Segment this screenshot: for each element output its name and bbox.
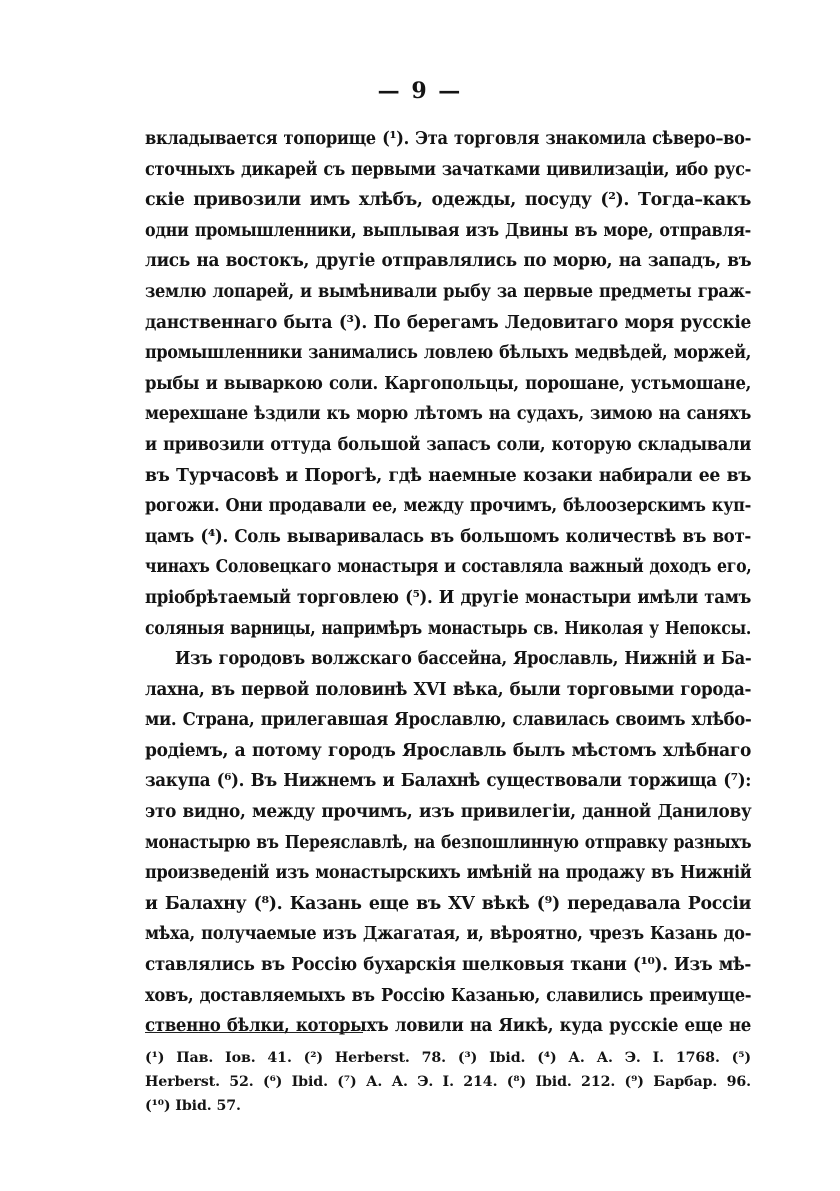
paragraph-first-line: Изъ городовъ волжскаго бассейна, Ярославль, Нижній и Ба- <box>175 649 752 670</box>
body-text <box>145 124 751 1042</box>
text-line: цамъ (⁴). Соль вываривалась въ большомъ количествѣ въ вот- <box>145 526 751 547</box>
text-line: и привозили оттуда большой запасъ соли, которую складывали <box>145 434 751 455</box>
text-line: и Балахну (⁸). Казань еще въ XV вѣкѣ (⁹) передавала Россіи <box>145 893 751 914</box>
text-line: произведеній изъ монастырскихъ имѣній на продажу въ Нижній <box>145 863 752 884</box>
text-line: промышленники занимались ловлею бѣлыхъ медвѣдей, моржей, <box>145 343 751 364</box>
text-line: вкладывается топорище (¹). Эта торговля знакомила сѣверо–во- <box>145 129 751 149</box>
text-line: пріобрѣтаемый торговлею (⁵). И другіе монастыри имѣли тамъ <box>145 587 751 608</box>
footnotes <box>145 1046 751 1118</box>
text-line: чинахъ Соловецкаго монастыря и составляла важный доходъ его, <box>145 557 752 578</box>
text-line: лахна, въ первой половинѣ XVI вѣка, были торговыми города- <box>145 679 752 700</box>
text-line: сточныхъ дикарей съ первыми зачатками цивилизаціи, ибо рус- <box>145 159 751 180</box>
text-line: данственнаго быта (³). По берегамъ Ледовитаго моря русскіе <box>145 312 751 333</box>
footnote-line: Herberst. 52. (⁶) Ibid. (⁷) А. А. Э. I. 214. (⁸) Ibid. 212. (⁹) Барбар. 96. <box>145 1074 751 1090</box>
text-line: рогожи. Они продавали ее, между прочимъ, бѣлоозерскимъ куп- <box>145 496 751 517</box>
text-line: монастырю въ Переяславлѣ, на безпошлинную отправку разныхъ <box>145 832 752 853</box>
text-line: родіемъ, а потому городъ Ярославль былъ мѣстомъ хлѣбнаго <box>145 740 751 761</box>
text-line: ственно бѣлки, которыхъ ловили на Яикѣ, куда русскіе еще не <box>145 1016 751 1037</box>
text-line: одни промышленники, выплывая изъ Двины въ море, отправля- <box>145 220 751 241</box>
text-line: соляныя варницы, напримѣръ монастырь св. Николая у Непоксы. <box>145 618 751 639</box>
text-line: мѣха, получаемые изъ Джагатая, и, вѣроятно, чрезъ Казань до- <box>145 924 752 945</box>
footnote-line: (¹) Пав. Іов. 41. (²) Herberst. 78. (³) Ibid. (⁴) А. А. Э. I. 1768. (⁵) <box>145 1050 751 1066</box>
page-number: — 9 — <box>377 78 463 104</box>
text-line: ставлялись въ Россію бухарскія шелковыя ткани (¹⁰). Изъ мѣ- <box>145 955 751 976</box>
text-line: мерехшане ѣздили къ морю лѣтомъ на судахъ, зимою на саняхъ <box>145 404 751 425</box>
text-line: рыбы и вываркою соли. Каргопольцы, порошане, устьмошане, <box>145 373 751 394</box>
text-line: это видно, между прочимъ, изъ привилегіи, данной Данилову <box>145 802 752 823</box>
text-line: ховъ, доставляемыхъ въ Россію Казанью, славились преимуще- <box>145 985 752 1006</box>
text-line: въ Турчасовѣ и Порогѣ, гдѣ наемные козаки набирали ее въ <box>145 465 752 486</box>
text-line: ми. Страна, прилегавшая Ярославлю, славилась своимъ хлѣбо- <box>145 710 752 731</box>
text-line: лись на востокъ, другіе отправлялись по морю, на западъ, въ <box>145 251 752 272</box>
text-line: землю лопарей, и вымѣнивали рыбу за первые предметы граж- <box>145 281 751 302</box>
footnote-separator <box>145 1032 363 1033</box>
text-line: закупа (⁶). Въ Нижнемъ и Балахнѣ существовали торжища (⁷): <box>145 771 752 792</box>
text-line: скіе привозили имъ хлѣбъ, одежды, посуду (²). Тогда–какъ <box>145 190 751 211</box>
footnote-line: (¹⁰) Ibid. 57. <box>145 1098 241 1114</box>
